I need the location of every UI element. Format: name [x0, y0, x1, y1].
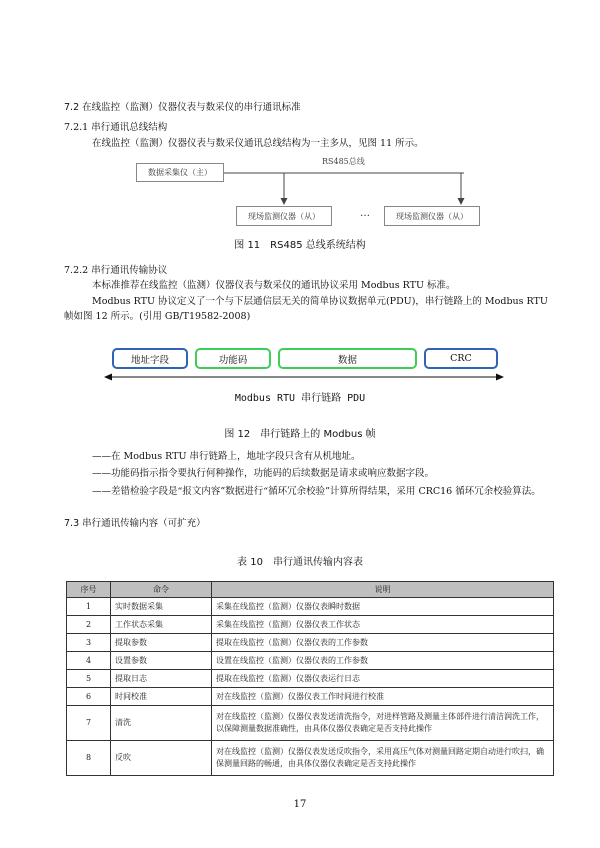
bullet-address: ——在 Modbus RTU 串行链路上，地址字段只含有从机地址。: [92, 451, 361, 462]
figure-12: [104, 346, 504, 382]
pdu-arrow: [104, 371, 504, 383]
section-title: 在线监控（监测）仪器仪表与数采仪的串行通讯标准: [82, 102, 301, 113]
cell-index: 1: [67, 598, 111, 616]
figure-11: [136, 154, 486, 234]
bus-label: RS485总线: [322, 157, 365, 166]
cell-index: 6: [67, 688, 111, 706]
table-row: [67, 688, 554, 706]
bullet-function-code: ——功能码指示指令要执行何种操作，功能码的后续数据是请求或响应数据字段。: [92, 468, 435, 479]
cell-command: 设置参数: [111, 652, 212, 670]
header-command: 命令: [111, 582, 212, 598]
header-description: 说明: [212, 582, 554, 598]
cell-index: 7: [67, 706, 111, 741]
pdu-label: Modbus RTU 串行链路 PDU: [234, 393, 366, 404]
section-number: 7.2.1: [64, 122, 89, 133]
cell-command: 时间校准: [111, 688, 212, 706]
bullet-crc: ——差错检验字段是“报文内容”数据进行“循环冗余校验”计算所得结果，采用 CRC16 循环冗余校验算法。: [92, 486, 541, 497]
cell-description: 采集在线监控（监测）仪器仪表工作状态: [212, 616, 554, 634]
cell-index: 3: [67, 634, 111, 652]
table-header-row: [67, 582, 554, 598]
cell-command: 清洗: [111, 706, 212, 741]
page-number: 17: [293, 799, 307, 810]
cell-command: 提取日志: [111, 670, 212, 688]
cell-index: 4: [67, 652, 111, 670]
table-row: [67, 652, 554, 670]
cell-description: 对在线监控（监测）仪器仪表发送清洗指令，对进样管路及测量主体部件进行清洁润洗工作，以保障测量数据准确性，由具体仪器仪表确定是否支持此操作: [212, 706, 554, 741]
table-10: [66, 581, 554, 776]
cell-command: 实时数据采集: [111, 598, 212, 616]
table-10-caption: 表 10 串行通讯传输内容表: [237, 557, 363, 568]
figure-12-caption: 图 12 串行链路上的 Modbus 帧: [224, 429, 376, 440]
cell-index: 5: [67, 670, 111, 688]
section-title: 串行通讯总线结构: [91, 122, 168, 133]
slave-box-1: 现场监测仪器（从）: [236, 206, 332, 226]
cell-description: 提取在线监控（监测）仪器仪表运行日志: [212, 670, 554, 688]
section-number: 7.2.2: [64, 265, 89, 276]
cell-description: 设置在线监控（监测）仪器仪表的工作参数: [212, 652, 554, 670]
paragraph-protocol-2: Modbus RTU 协议定义了一个与下层通信层无关的简单协议数据单元(PDU)，串行链路上的 Modbus RTU 帧如图 12 所示。(引用 GB/T19582-2008): [64, 296, 548, 322]
master-box: 数据采集仪（主）: [136, 163, 224, 182]
section-title: 串行通讯传输协议: [91, 265, 168, 276]
cell-description: 对在线监控（监测）仪器仪表发送反吹指令，采用高压气体对测量回路定期自动进行吹扫，确保测量回路的畅通，由具体仪器仪表确定是否支持此操作: [212, 741, 554, 776]
table-row: [67, 598, 554, 616]
section-number: 7.3: [64, 518, 80, 529]
table-row: [67, 616, 554, 634]
table-row: [67, 706, 554, 741]
section-number: 7.2: [64, 102, 80, 113]
section-7-3-heading: [64, 517, 206, 531]
field-data: 数据: [278, 348, 417, 369]
cell-command: 提取参数: [111, 634, 212, 652]
table-row: [67, 670, 554, 688]
cell-command: 反吹: [111, 741, 212, 776]
cell-index: 2: [67, 616, 111, 634]
field-address: 地址字段: [112, 348, 188, 369]
cell-command: 工作状态采集: [111, 616, 212, 634]
figure-11-caption: 图 11 RS485 总线系统结构: [234, 240, 366, 251]
paragraph-bus: 在线监控（监测）仪器仪表与数采仪通讯总线结构为一主多从，见图 11 所示。: [92, 138, 424, 149]
header-index: 序号: [67, 582, 111, 598]
section-title: 串行通讯传输内容（可扩充）: [82, 518, 206, 529]
cell-description: 采集在线监控（监测）仪器仪表瞬时数据: [212, 598, 554, 616]
section-7-2-2-heading: [64, 264, 167, 278]
section-7-2-1-heading: [64, 121, 167, 135]
cell-index: 8: [67, 741, 111, 776]
paragraph-protocol-1: 本标准推荐在线监控（监测）仪器仪表与数采仪的通讯协议采用 Modbus RTU 标准。: [92, 280, 456, 291]
ellipsis: …: [360, 208, 370, 219]
field-function-code: 功能码: [195, 348, 271, 369]
section-7-2-heading: [64, 101, 301, 115]
cell-description: 提取在线监控（监测）仪器仪表的工作参数: [212, 634, 554, 652]
table-row: [67, 741, 554, 776]
field-crc: CRC: [424, 348, 498, 369]
slave-box-2: 现场监测仪器（从）: [384, 206, 480, 226]
cell-description: 对在线监控（监测）仪器仪表工作时间进行校准: [212, 688, 554, 706]
table-row: [67, 634, 554, 652]
